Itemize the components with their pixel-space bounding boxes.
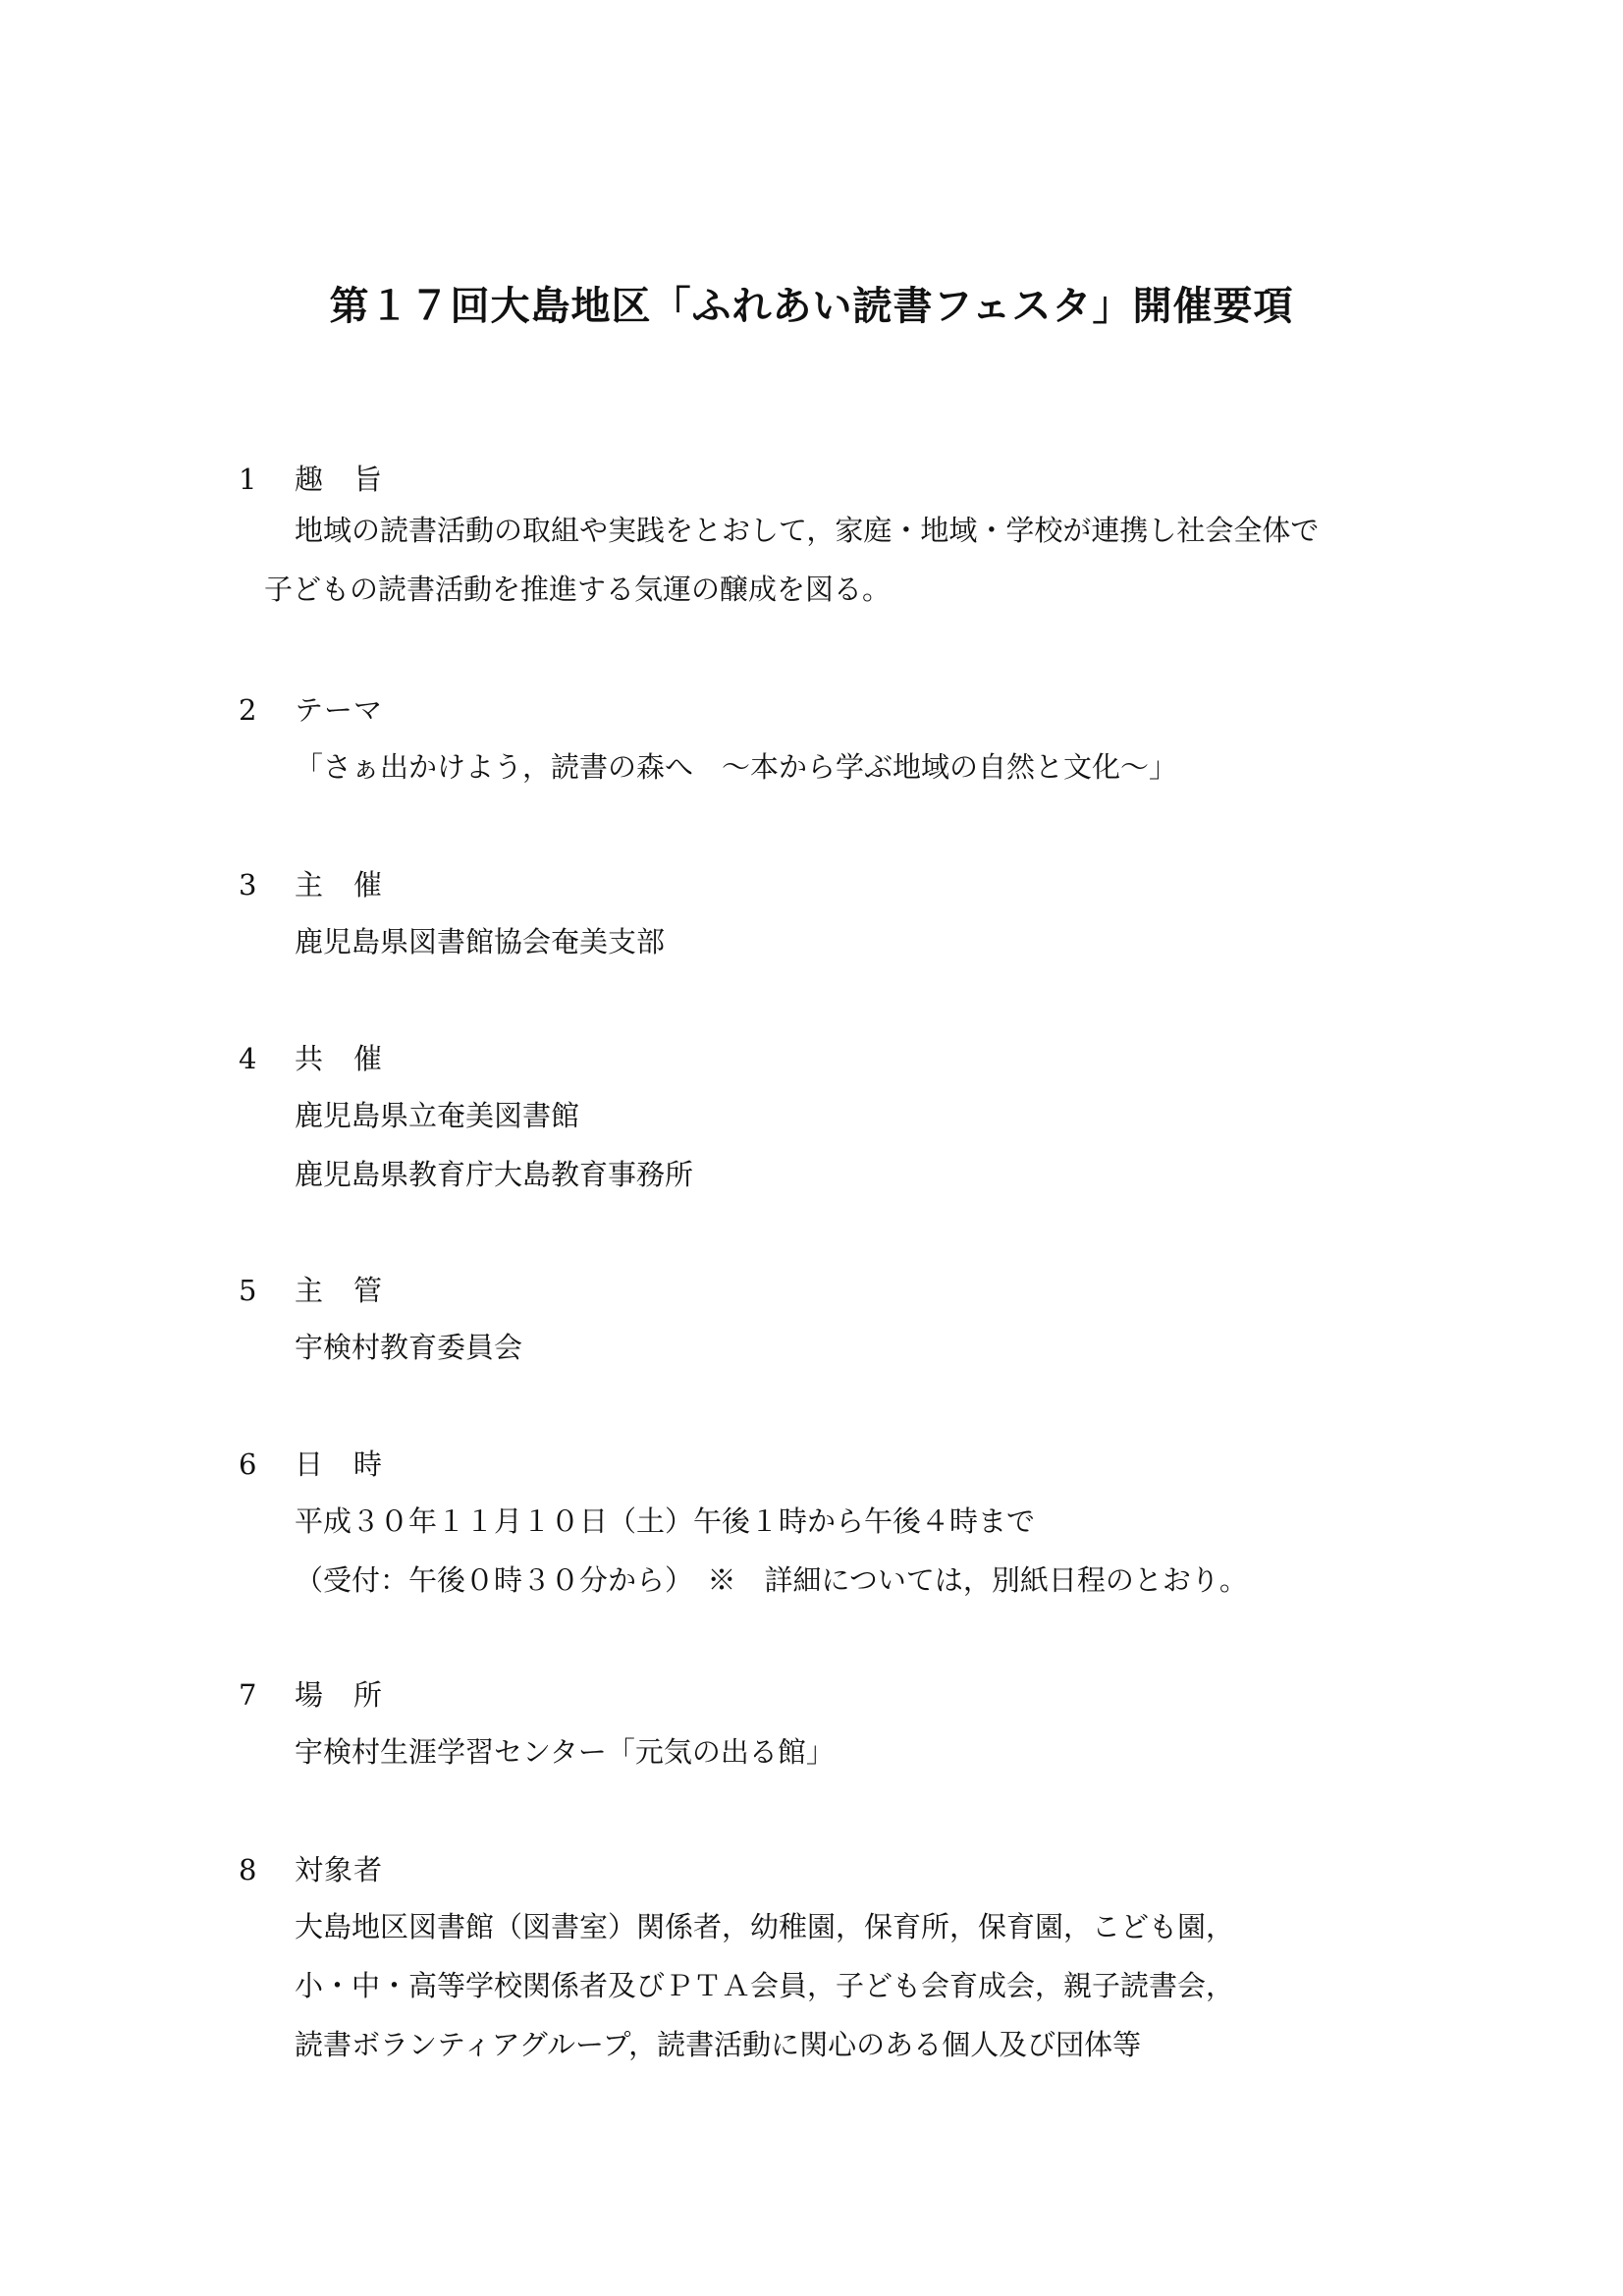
- section-label: 主 管: [295, 1274, 384, 1307]
- section-co-organizer: [239, 1041, 1417, 1191]
- section-label: 場 所: [295, 1678, 384, 1712]
- section-label: テーマ: [295, 693, 384, 727]
- section-number: 3: [239, 868, 257, 902]
- section-heading: [239, 692, 1417, 728]
- section-text-line: 読書ボランティアグループ，読書活動に関心のある個人及び団体等: [295, 2028, 1142, 2061]
- section-number: 2: [239, 693, 257, 727]
- section-number: 8: [239, 1853, 257, 1886]
- section-number: 1: [239, 463, 257, 496]
- section-heading: [239, 1273, 1417, 1308]
- section-heading: [239, 462, 1417, 497]
- section-text-line: 「さぁ出かけよう，読書の森へ ～本から学ぶ地域の自然と文化～」: [295, 750, 1178, 784]
- section-text-line: （受付：午後０時３０分から） ※ 詳細については，別紙日程のとおり。: [295, 1563, 1248, 1597]
- section-number: 6: [239, 1448, 257, 1481]
- section-purpose: [239, 462, 1417, 606]
- section-text-line: 宇検村生涯学習センター「元気の出る館」: [295, 1735, 835, 1769]
- section-label: 共 催: [295, 1042, 384, 1075]
- section-label: 対象者: [295, 1853, 384, 1886]
- section-label: 主 催: [295, 868, 384, 902]
- section-heading: [239, 1677, 1417, 1713]
- section-text-line: 鹿児島県立奄美図書館: [295, 1099, 580, 1132]
- document-title: 第１７回大島地区「ふれあい読書フェスタ」開催要項: [329, 284, 1294, 329]
- section-audience: [239, 1852, 1417, 2061]
- section-text-line: 鹿児島県図書館協会奄美支部: [295, 925, 666, 958]
- section-text-line: 鹿児島県教育庁大島教育事務所: [295, 1158, 694, 1191]
- section-heading: [239, 1447, 1417, 1482]
- section-heading: [239, 1852, 1417, 1887]
- section-text-line: 子どもの読書活動を推進する気運の醸成を図る。: [264, 573, 892, 606]
- section-text-line: 平成３０年１１月１０日（土）午後１時から午後４時まで: [295, 1504, 1036, 1538]
- section-text-line: 宇検村教育委員会: [295, 1331, 523, 1364]
- section-text-line: 小・中・高等学校関係者及びＰＴＡ会員，子ども会育成会，親子読書会，: [295, 1969, 1235, 2002]
- section-datetime: [239, 1447, 1417, 1597]
- section-number: 5: [239, 1274, 257, 1307]
- section-number: 7: [239, 1678, 257, 1712]
- section-theme: [239, 692, 1417, 784]
- section-label: 日 時: [295, 1448, 384, 1481]
- section-organizer: [239, 867, 1417, 958]
- section-venue: [239, 1677, 1417, 1769]
- section-text-line: 地域の読書活動の取組や実践をとおして，家庭・地域・学校が連携し社会全体で: [295, 514, 1320, 547]
- section-label: 趣 旨: [295, 463, 384, 496]
- section-number: 4: [239, 1042, 257, 1075]
- section-management: [239, 1273, 1417, 1364]
- section-text-line: 大島地区図書館（図書室）関係者，幼稚園，保育所，保育園，こども園，: [295, 1910, 1235, 1943]
- section-heading: [239, 867, 1417, 902]
- section-heading: [239, 1041, 1417, 1076]
